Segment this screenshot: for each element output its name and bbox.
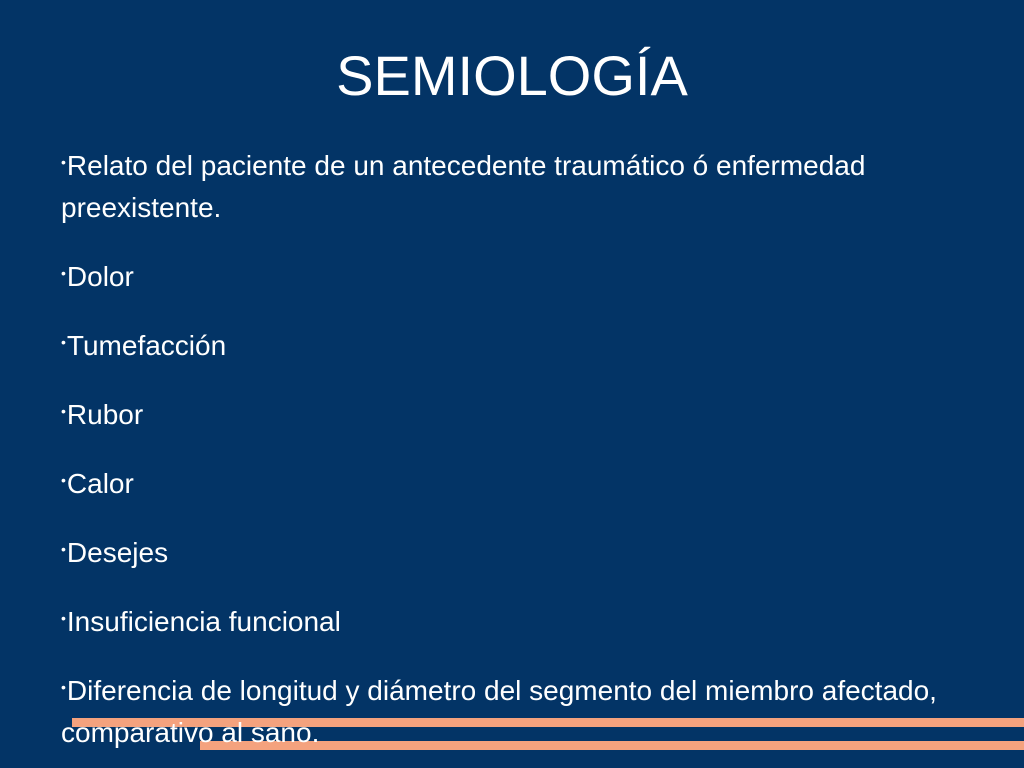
bullet-item [61,601,961,643]
bullet-text: Diferencia de longitud y diámetro del segmento del miembro afectado, comparativo al sano. [61,675,937,748]
bullet-item [61,145,961,229]
bullet-dot-icon: • [61,610,66,627]
bullet-item [61,670,961,754]
bullet-dot-icon: • [61,472,66,489]
bullet-text: Desejes [66,537,169,568]
bullet-text: Dolor [66,261,134,292]
bullet-dot-icon: • [61,541,66,558]
bullet-item [61,394,961,436]
bullet-item [61,532,961,574]
bullet-list [61,145,961,754]
bullet-dot-icon: • [61,334,66,351]
bullet-dot-icon: • [61,154,66,171]
bullet-text: Relato del paciente de un antecedente traumático ó enfermedad preexistente. [61,150,866,223]
bullet-dot-icon: • [61,403,66,420]
bullet-text: Tumefacción [66,330,227,361]
bullet-dot-icon: • [61,679,66,696]
bullet-item [61,256,961,298]
bullet-dot-icon: • [61,265,66,282]
bullet-text: Rubor [66,399,144,430]
bullet-text: Calor [66,468,134,499]
bullet-item [61,325,961,367]
bullet-item [61,463,961,505]
bullet-text: Insuficiencia funcional [66,606,341,637]
slide-title: SEMIOLOGÍA [336,44,688,107]
